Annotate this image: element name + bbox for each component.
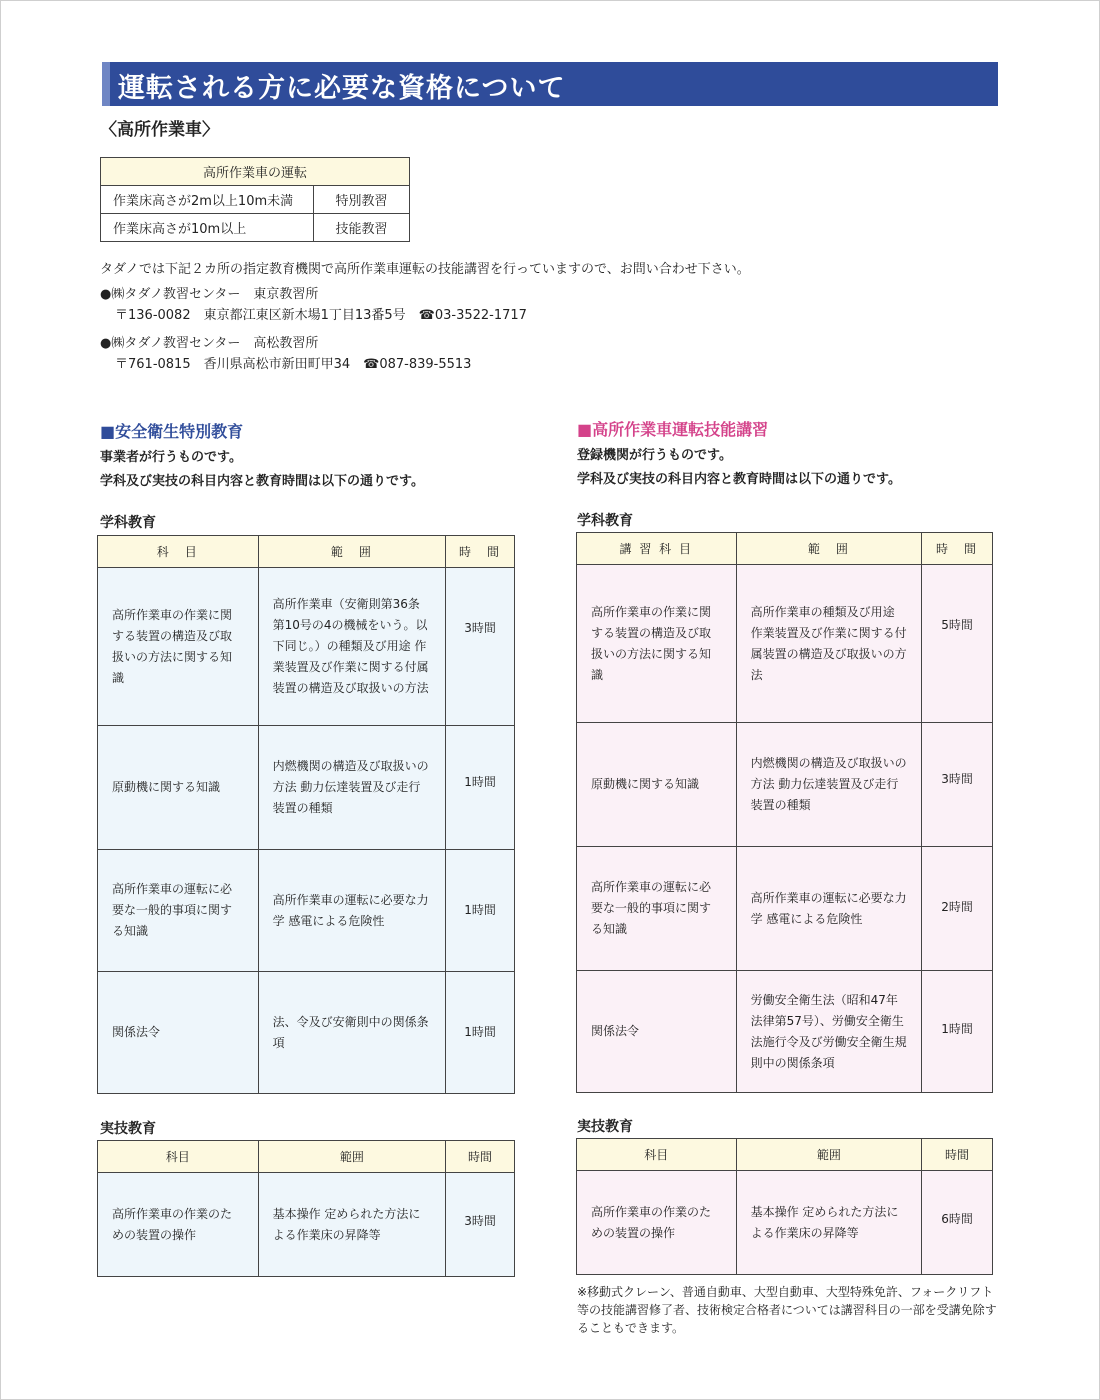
left-gakka-label: 学科教育 bbox=[100, 515, 156, 531]
table-row bbox=[101, 214, 410, 242]
col-header: 範 囲 bbox=[736, 533, 922, 565]
location-detail: 〒136-0082 東京都江東区新木場1丁目13番5号 ☎03-3522-1717 bbox=[115, 308, 527, 323]
table-row bbox=[577, 723, 993, 847]
subject-cell: 高所作業車の運転に必要な一般的事項に関する知識 bbox=[577, 847, 737, 971]
left-desc bbox=[100, 446, 424, 494]
table-row bbox=[98, 972, 515, 1094]
scope-cell: 基本操作 定められた方法による作業床の昇降等 bbox=[258, 1173, 446, 1277]
time-cell: 1時間 bbox=[446, 972, 515, 1094]
left-gakka-table bbox=[97, 535, 515, 1094]
scope-cell: 内燃機関の構造及び取扱いの方法 動力伝達装置及び走行装置の種類 bbox=[736, 723, 922, 847]
summary-table bbox=[100, 157, 410, 242]
left-section-heading: ■安全衛生特別教育 bbox=[100, 422, 244, 441]
table-row bbox=[577, 1171, 993, 1275]
time-cell: 3時間 bbox=[446, 1173, 515, 1277]
location-name: ●㈱タダノ教習センター 東京教習所 bbox=[100, 287, 319, 302]
time-cell: 6時間 bbox=[922, 1171, 993, 1275]
col-header: 科目 bbox=[98, 1141, 259, 1173]
subtitle: 〈高所作業車〉 bbox=[100, 120, 219, 140]
col-header: 範囲 bbox=[736, 1139, 922, 1171]
summary-header: 高所作業車の運転 bbox=[101, 158, 410, 186]
title-bar bbox=[102, 62, 998, 106]
subject-cell: 高所作業車の作業のための装置の操作 bbox=[98, 1173, 259, 1277]
col-header: 時間 bbox=[922, 1139, 993, 1171]
right-jitsugi-table bbox=[576, 1138, 993, 1275]
scope-cell: 高所作業車（安衛則第36条第10号の4の機械をいう。以下同じ。）の種類及び用途 作業装置及び作業に関する付属装置の構造及び取扱いの方法 bbox=[258, 568, 446, 726]
summary-label: 作業床高さが10m以上 bbox=[101, 214, 314, 242]
time-cell: 2時間 bbox=[922, 847, 993, 971]
scope-cell: 基本操作 定められた方法による作業床の昇降等 bbox=[736, 1171, 922, 1275]
table-row bbox=[101, 186, 410, 214]
col-header: 範囲 bbox=[258, 1141, 446, 1173]
table-row bbox=[98, 850, 515, 972]
table-row bbox=[98, 1173, 515, 1277]
scope-cell: 法、令及び安衛則中の関係条項 bbox=[258, 972, 446, 1094]
summary-value: 特別教習 bbox=[314, 186, 410, 214]
intro-text: タダノでは下記２カ所の指定教育機関で高所作業車運転の技能講習を行っていますので、お問い合わせ下さい。 bbox=[100, 262, 750, 277]
subject-cell: 高所作業車の作業のための装置の操作 bbox=[577, 1171, 737, 1275]
left-desc-line: 事業者が行うものです。 bbox=[100, 450, 242, 465]
summary-label: 作業床高さが2m以上10m未満 bbox=[101, 186, 314, 214]
subject-cell: 高所作業車の作業に関する装置の構造及び取扱いの方法に関する知識 bbox=[98, 568, 259, 726]
scope-cell: 高所作業車の種類及び用途 作業装置及び作業に関する付属装置の構造及び取扱いの方法 bbox=[736, 565, 922, 723]
right-gakka-table bbox=[576, 532, 993, 1093]
right-gakka-label: 学科教育 bbox=[577, 513, 633, 529]
table-row bbox=[577, 971, 993, 1093]
col-header: 範 囲 bbox=[258, 536, 446, 568]
table-row bbox=[577, 565, 993, 723]
location-name: ●㈱タダノ教習センター 高松教習所 bbox=[100, 336, 319, 351]
time-cell: 3時間 bbox=[446, 568, 515, 726]
right-section-heading: ■高所作業車運転技能講習 bbox=[577, 420, 769, 439]
scope-cell: 労働安全衛生法（昭和47年法律第57号）、労働安全衛生法施行令及び労働安全衛生規則中の関係条項 bbox=[736, 971, 922, 1093]
page-title: 運転される方に必要な資格について bbox=[118, 73, 566, 104]
table-row bbox=[98, 726, 515, 850]
time-cell: 5時間 bbox=[922, 565, 993, 723]
table-row bbox=[98, 568, 515, 726]
col-header: 時間 bbox=[446, 1141, 515, 1173]
time-cell: 3時間 bbox=[922, 723, 993, 847]
right-desc-line: 登録機関が行うものです。 bbox=[577, 448, 732, 463]
scope-cell: 高所作業車の運転に必要な力学 感電による危険性 bbox=[258, 850, 446, 972]
subject-cell: 高所作業車の作業に関する装置の構造及び取扱いの方法に関する知識 bbox=[577, 565, 737, 723]
summary-value: 技能教習 bbox=[314, 214, 410, 242]
location-detail: 〒761-0815 香川県高松市新田町甲34 ☎087-839-5513 bbox=[115, 357, 472, 372]
col-header: 科目 bbox=[577, 1139, 737, 1171]
left-desc-line: 学科及び実技の科目内容と教育時間は以下の通りです。 bbox=[100, 474, 424, 489]
left-jitsugi-label: 実技教育 bbox=[100, 1121, 156, 1137]
time-cell: 1時間 bbox=[446, 850, 515, 972]
right-desc bbox=[577, 444, 901, 492]
subject-cell: 関係法令 bbox=[98, 972, 259, 1094]
footnote: ※移動式クレーン、普通自動車、大型自動車、大型特殊免許、フォークリフト等の技能講習修了者、技術検定合格者については講習科目の一部を受講免除することもできます。 bbox=[577, 1285, 997, 1335]
right-jitsugi-label: 実技教育 bbox=[577, 1119, 633, 1135]
left-jitsugi-table bbox=[97, 1140, 515, 1277]
col-header: 科 目 bbox=[98, 536, 259, 568]
subject-cell: 高所作業車の運転に必要な一般的事項に関する知識 bbox=[98, 850, 259, 972]
subject-cell: 原動機に関する知識 bbox=[577, 723, 737, 847]
col-header: 時 間 bbox=[446, 536, 515, 568]
location-takamatsu bbox=[100, 333, 471, 375]
scope-cell: 内燃機関の構造及び取扱いの方法 動力伝達装置及び走行装置の種類 bbox=[258, 726, 446, 850]
col-header: 時 間 bbox=[922, 533, 993, 565]
table-row bbox=[577, 847, 993, 971]
subject-cell: 関係法令 bbox=[577, 971, 737, 1093]
scope-cell: 高所作業車の運転に必要な力学 感電による危険性 bbox=[736, 847, 922, 971]
time-cell: 1時間 bbox=[446, 726, 515, 850]
location-tokyo bbox=[100, 284, 527, 326]
subject-cell: 原動機に関する知識 bbox=[98, 726, 259, 850]
time-cell: 1時間 bbox=[922, 971, 993, 1093]
right-desc-line: 学科及び実技の科目内容と教育時間は以下の通りです。 bbox=[577, 472, 901, 487]
col-header: 講 習 科 目 bbox=[577, 533, 737, 565]
